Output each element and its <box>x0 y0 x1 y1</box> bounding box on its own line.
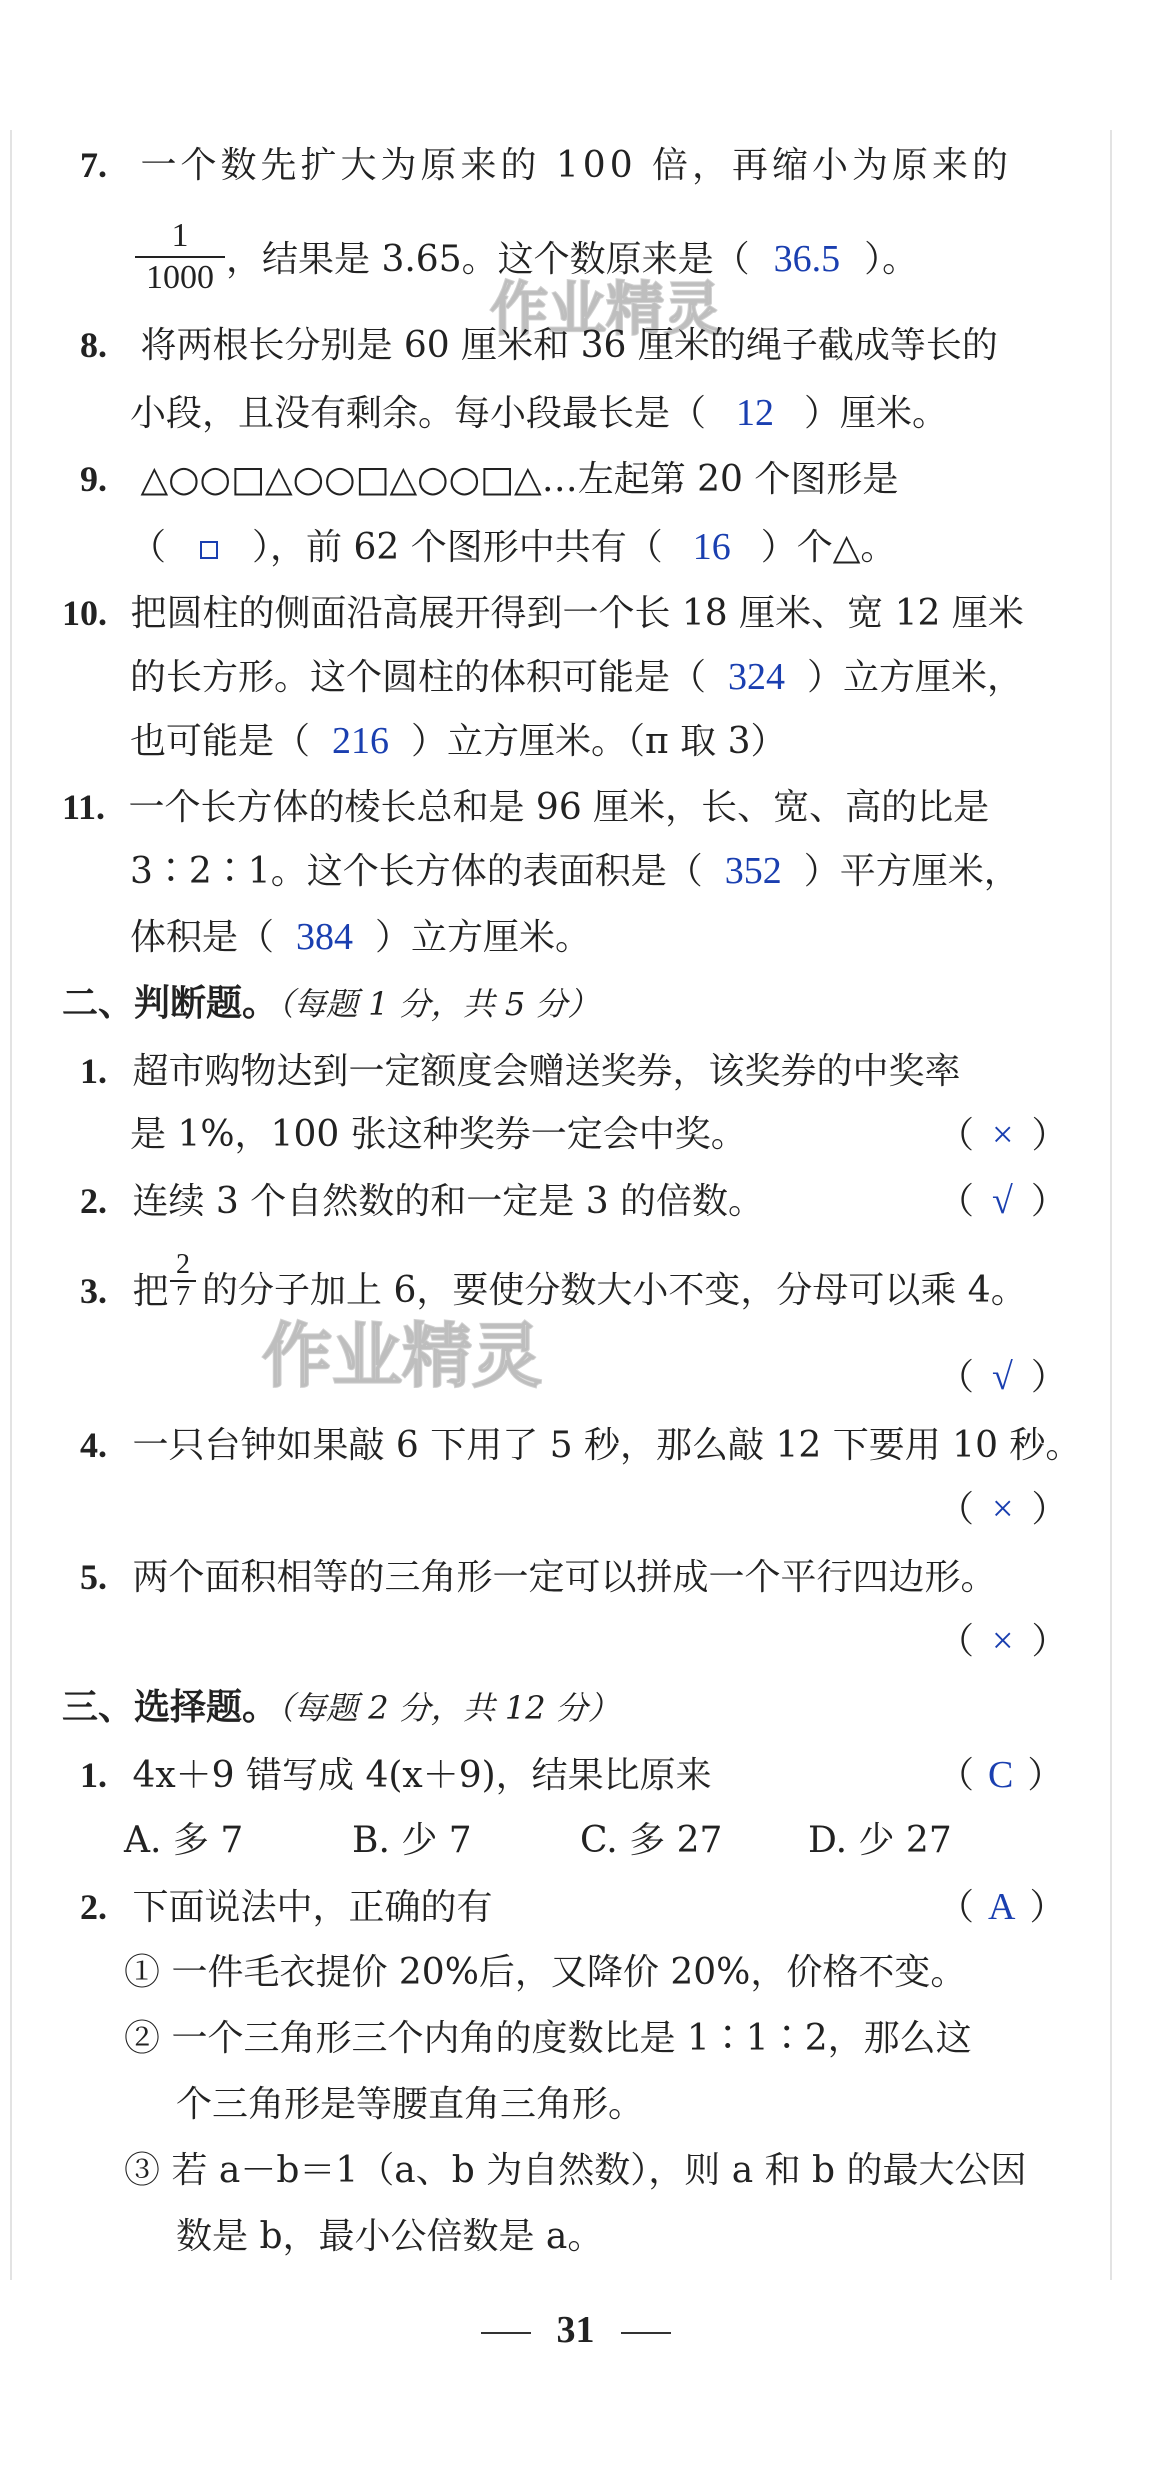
question-number: 2. <box>80 1887 107 1927</box>
question-11-line2 <box>130 846 1020 897</box>
judge-5-line1 <box>80 1552 996 1603</box>
answer: √ <box>992 1180 1013 1222</box>
question-9-line1 <box>80 454 898 505</box>
footer-dash-left <box>481 2332 531 2334</box>
answer: A <box>988 1886 1016 1928</box>
judge-3-answer <box>938 1352 1067 1403</box>
question-text: ）厘米。 <box>804 393 949 434</box>
question-text: （ <box>130 527 167 568</box>
question-11-line3 <box>130 912 591 963</box>
question-text: △○○□△○○□△○○□△…左起第 20 个图形是 <box>140 459 899 500</box>
answer: C <box>988 1754 1014 1796</box>
judge-4-line1 <box>80 1420 1081 1471</box>
question-number: 7. <box>80 145 107 185</box>
paren-close: ） <box>1031 1489 1068 1530</box>
question-7-line1 <box>80 140 1012 191</box>
choice-1-options <box>124 1816 952 1866</box>
question-text: 的长方形。这个圆柱的体积可能是（ <box>130 657 707 698</box>
paren-open: （ <box>938 1115 975 1156</box>
choice-2-statement-1 <box>124 1948 966 1998</box>
option-d: D. 少 27 <box>808 1820 952 1861</box>
answer: 324 <box>728 656 786 698</box>
statement-text: ① 一件毛衣提价 20%后，又降价 20%，价格不变。 <box>124 1952 967 1993</box>
paren-open: （ <box>938 1181 975 1222</box>
choice-2-statement-2a <box>124 2014 972 2064</box>
choice-2-answer <box>938 1882 1065 1933</box>
answer: × <box>992 1488 1014 1530</box>
judge-1-line1 <box>80 1046 960 1097</box>
question-number: 4. <box>80 1425 107 1465</box>
answer: 384 <box>296 916 354 958</box>
answer: 12 <box>736 392 775 434</box>
question-number: 1. <box>80 1051 107 1091</box>
question-text: 连续 3 个自然数的和一定是 3 的倍数。 <box>132 1181 765 1222</box>
footer-dash-right <box>621 2332 671 2334</box>
paren-open: （ <box>938 1621 975 1662</box>
question-number: 9. <box>80 459 107 499</box>
fraction <box>135 216 225 298</box>
watermark: 作业精灵 <box>262 1315 542 1397</box>
paren-close: ） <box>1031 1115 1068 1156</box>
answer: 216 <box>332 720 390 762</box>
question-9-line2 <box>130 522 896 573</box>
choice-1-stem <box>80 1750 712 1801</box>
judge-5-answer <box>938 1616 1067 1667</box>
paren-close: ） <box>1030 1181 1067 1222</box>
judge-4-answer <box>938 1484 1067 1535</box>
question-number: 8. <box>80 325 107 365</box>
question-text: 也可能是（ <box>130 721 311 762</box>
section-2-heading <box>62 978 599 1029</box>
question-10-line3 <box>130 716 786 767</box>
judge-2-answer <box>938 1176 1067 1227</box>
question-number: 1. <box>80 1755 107 1795</box>
statement-text: 数是 b，最小公倍数是 a。 <box>176 2216 604 2257</box>
question-number: 5. <box>80 1557 107 1597</box>
question-text: 把圆柱的侧面沿高展开得到一个长 18 厘米、宽 12 厘米 <box>130 593 1024 634</box>
question-text: 超市购物达到一定额度会赠送奖券，该奖券的中奖率 <box>132 1051 961 1092</box>
paren-open: （ <box>938 1489 975 1530</box>
question-number: 11. <box>62 787 106 827</box>
answer: × <box>992 1114 1014 1156</box>
option-c: C. 多 27 <box>580 1820 723 1861</box>
fraction-denominator: 1000 <box>146 259 214 296</box>
question-number: 10. <box>62 593 107 633</box>
page-footer <box>0 2308 1151 2352</box>
question-text: 一个长方体的棱长总和是 96 厘米，长、宽、高的比是 <box>128 787 990 828</box>
question-text: 4x＋9 错写成 4(x＋9)，结果比原来 <box>132 1755 712 1796</box>
question-text: 小段，且没有剩余。每小段最长是（ <box>130 393 707 434</box>
question-7-line2 <box>226 234 918 285</box>
question-11-line1 <box>62 782 989 833</box>
question-text: ）立方厘米。（π 取 3） <box>411 721 787 762</box>
question-8-line1 <box>80 320 998 371</box>
paren-open: （ <box>938 1887 975 1928</box>
judge-1-answer <box>938 1110 1067 1161</box>
paren-close: ） <box>1031 1621 1068 1662</box>
answer: 352 <box>724 850 782 892</box>
question-10-line2 <box>130 652 1023 703</box>
question-text: 体积是（ <box>130 917 275 958</box>
question-text: 的分子加上 6，要使分数大小不变，分母可以乘 4。 <box>202 1270 1027 1311</box>
choice-2-statement-2b <box>176 2080 644 2130</box>
question-text: ）平方厘米， <box>803 851 1020 892</box>
question-text: 下面说法中，正确的有 <box>132 1887 493 1928</box>
fraction-numerator: 1 <box>171 217 189 254</box>
square-answer-icon <box>200 541 218 559</box>
section-note: （每题 2 分，共 12 分） <box>278 1689 620 1727</box>
page-number: 31 <box>556 2309 595 2351</box>
question-text: ）立方厘米。 <box>375 917 592 958</box>
question-text: ），前 62 个图形中共有（ <box>252 527 663 568</box>
choice-2-stem <box>80 1882 492 1933</box>
paren-close: ） <box>1027 1755 1064 1796</box>
question-text: 两个面积相等的三角形一定可以拼成一个平行四边形。 <box>132 1557 997 1598</box>
section-title: 二、判断题。 <box>62 982 279 1024</box>
question-text: ）个△。 <box>760 527 897 568</box>
judge-3-line1 <box>80 1266 168 1317</box>
paren-open: （ <box>938 1357 975 1398</box>
fraction-numerator: 2 <box>176 1249 190 1280</box>
option-a: A. 多 7 <box>124 1820 244 1861</box>
question-text: 将两根长分别是 60 厘米和 36 厘米的绳子截成等长的 <box>140 325 998 366</box>
question-text: 3∶2∶1。这个长方体的表面积是（ <box>130 851 703 892</box>
watermark: 作业精灵 <box>490 275 723 343</box>
question-text: 是 1%，100 张这种奖券一定会中奖。 <box>130 1114 747 1155</box>
judge-1-line2 <box>130 1110 747 1160</box>
question-number: 2. <box>80 1181 107 1221</box>
left-margin-line <box>10 130 12 2280</box>
section-note: （每题 1 分，共 5 分） <box>278 985 600 1023</box>
question-text: ，结果是 3.65。这个数原来是（ <box>226 239 750 280</box>
paren-close: ） <box>1030 1357 1067 1398</box>
answer: × <box>992 1620 1014 1662</box>
question-number: 3. <box>80 1271 107 1311</box>
choice-2-statement-3a <box>124 2146 1027 2196</box>
question-text: 把 <box>132 1271 169 1312</box>
question-10-line1 <box>62 588 1024 639</box>
answer: 16 <box>692 526 731 568</box>
fraction <box>170 1250 196 1312</box>
choice-1-answer <box>938 1750 1063 1801</box>
statement-text: ③ 若 a－b＝1（a、b 为自然数），则 a 和 b 的最大公因 <box>124 2150 1027 2191</box>
question-text: 一个数先扩大为原来的 100 倍，再缩小为原来的 <box>140 145 1013 186</box>
section-title: 三、选择题。 <box>62 1686 279 1728</box>
judge-2-line1 <box>80 1176 764 1227</box>
statement-text: ② 一个三角形三个内角的度数比是 1∶1∶2，那么这 <box>124 2018 972 2059</box>
section-3-heading <box>62 1682 620 1733</box>
paren-close: ） <box>1029 1887 1066 1928</box>
question-text: ）立方厘米， <box>807 657 1024 698</box>
choice-2-statement-3b <box>176 2212 603 2262</box>
paren-open: （ <box>938 1755 975 1796</box>
question-8-line2 <box>130 388 948 439</box>
option-b: B. 少 7 <box>352 1820 472 1861</box>
fraction-denominator: 7 <box>176 1281 190 1312</box>
question-text: 一只台钟如果敲 6 下用了 5 秒，那么敲 12 下要用 10 秒。 <box>132 1425 1082 1466</box>
answer: 36.5 <box>773 238 841 280</box>
question-text: ）。 <box>864 239 919 280</box>
right-margin-line <box>1110 130 1112 2280</box>
judge-3-line1b <box>202 1266 1027 1316</box>
answer: √ <box>992 1356 1013 1398</box>
statement-text: 个三角形是等腰直角三角形。 <box>176 2084 645 2125</box>
